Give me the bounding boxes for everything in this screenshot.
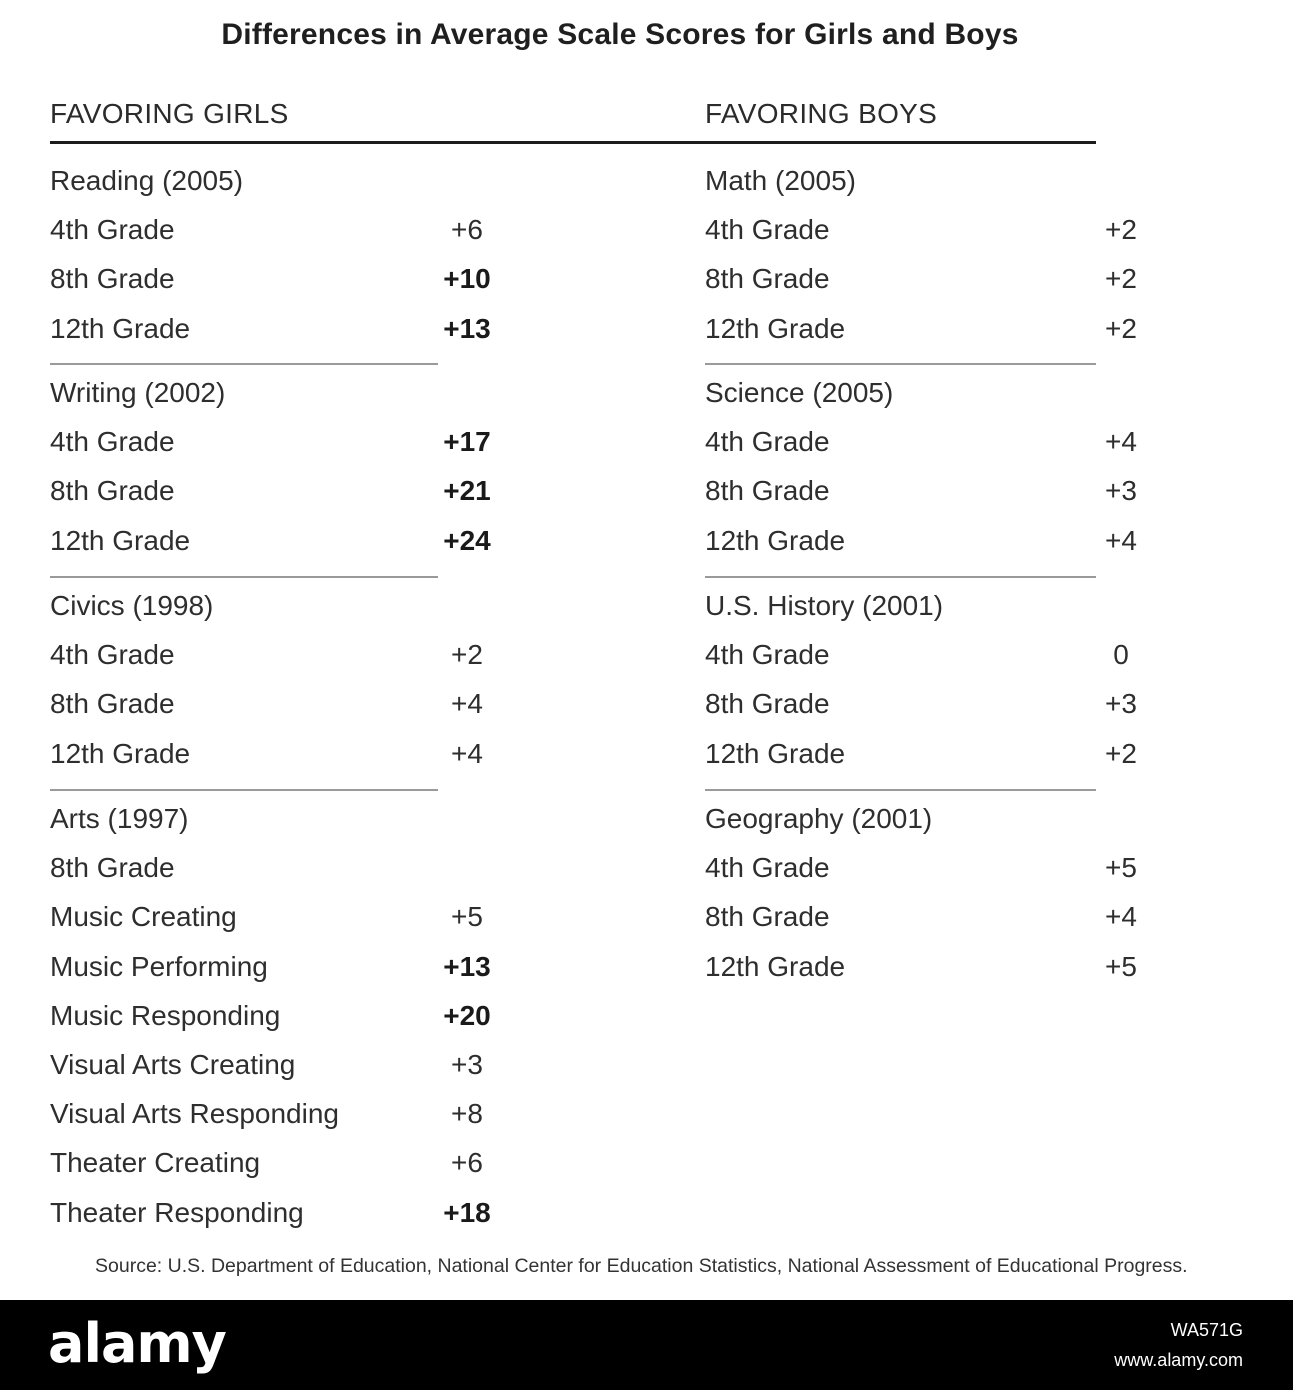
girls-row-label: 8th Grade: [50, 852, 175, 884]
girls-section-title: Reading (2005): [50, 165, 244, 196]
boys-row-value: 0: [1113, 639, 1129, 671]
boys-row-value: +5: [1105, 950, 1137, 982]
girls-section-title: Civics (1998): [50, 590, 214, 621]
favoring-girls-heading: FAVORING GIRLS: [50, 98, 289, 129]
boys-row-value: +2: [1105, 263, 1137, 295]
girls-row-value: +13: [443, 950, 491, 982]
image-id: WA571G: [1170, 1320, 1243, 1340]
girls-row-label: Visual Arts Responding: [50, 1098, 339, 1130]
watermark-footer: [0, 1300, 1293, 1390]
girls-section-title: Arts (1997): [50, 803, 189, 834]
girls-row-value: +8: [451, 1098, 483, 1130]
girls-row-value: +20: [443, 999, 491, 1031]
boys-row-value: +3: [1105, 475, 1137, 507]
girls-row-label: Theater Responding: [50, 1196, 304, 1228]
boys-row-value: +4: [1105, 524, 1137, 556]
boys-row-label: 12th Grade: [705, 737, 846, 769]
girls-row-label: Music Creating: [50, 901, 237, 933]
girls-row-label: Theater Creating: [50, 1147, 261, 1179]
boys-section-title: Math (2005): [705, 165, 856, 196]
girls-row-value: +4: [451, 737, 483, 769]
section-divider: [705, 789, 1096, 791]
girls-row-value: +21: [443, 475, 491, 507]
girls-row-value: +5: [451, 901, 483, 933]
girls-row-label: Music Responding: [50, 999, 281, 1031]
girls-row-label: 12th Grade: [50, 524, 191, 556]
girls-row-label: 4th Grade: [50, 214, 175, 246]
girls-row-value: +6: [451, 214, 483, 246]
girls-row-value: +18: [443, 1196, 491, 1228]
boys-row-label: 4th Grade: [705, 852, 830, 884]
boys-row-label: 12th Grade: [705, 312, 846, 344]
boys-section-title: Science (2005): [705, 377, 894, 408]
source-note: Source: U.S. Department of Education, National Center for Education Statistics, National Assessment of Educational Progress.: [95, 1255, 1188, 1277]
site-url: www.alamy.com: [1114, 1350, 1243, 1370]
page-title: Differences in Average Scale Scores for Girls and Boys: [221, 18, 1019, 51]
girls-row-label: 8th Grade: [50, 688, 175, 720]
girls-row-label: 4th Grade: [50, 426, 175, 458]
section-divider: [50, 363, 438, 365]
girls-row-value: +10: [443, 263, 491, 295]
boys-row-label: 4th Grade: [705, 426, 830, 458]
boys-row-label: 8th Grade: [705, 263, 830, 295]
boys-row-value: +4: [1105, 426, 1137, 458]
section-divider: [50, 576, 438, 578]
girls-row-value: +13: [443, 312, 491, 344]
girls-row-label: 8th Grade: [50, 475, 175, 507]
girls-row-label: 4th Grade: [50, 639, 175, 671]
girls-row-value: +2: [451, 639, 483, 671]
girls-row-value: +4: [451, 688, 483, 720]
boys-row-value: +2: [1105, 214, 1137, 246]
girls-row-label: Music Performing: [50, 950, 268, 982]
girls-row-value: +6: [451, 1147, 483, 1179]
boys-row-label: 8th Grade: [705, 901, 830, 933]
section-divider: [705, 363, 1096, 365]
girls-row-label: 8th Grade: [50, 263, 175, 295]
section-divider: [705, 576, 1096, 578]
girls-row-label: Visual Arts Creating: [50, 1049, 296, 1080]
boys-section-title: U.S. History (2001): [705, 590, 944, 621]
favoring-boys-heading: FAVORING BOYS: [705, 98, 938, 129]
girls-row-value: +3: [451, 1049, 483, 1080]
girls-row-value: +24: [443, 524, 491, 556]
boys-row-label: 12th Grade: [705, 524, 846, 556]
boys-row-label: 4th Grade: [705, 639, 830, 671]
girls-row-value: +17: [443, 426, 491, 458]
girls-section-title: Writing (2002): [50, 377, 226, 408]
boys-row-label: 12th Grade: [705, 950, 846, 982]
boys-section-title: Geography (2001): [705, 803, 933, 834]
alamy-logo: alamy: [48, 1312, 226, 1375]
boys-row-value: +4: [1105, 901, 1137, 933]
boys-row-label: 8th Grade: [705, 475, 830, 507]
boys-row-value: +2: [1105, 312, 1137, 344]
girls-row-label: 12th Grade: [50, 312, 191, 344]
girls-row-label: 12th Grade: [50, 737, 191, 769]
boys-row-value: +5: [1105, 852, 1137, 884]
boys-row-label: 8th Grade: [705, 688, 830, 720]
boys-row-value: +2: [1105, 737, 1137, 769]
section-divider: [50, 789, 438, 791]
boys-row-value: +3: [1105, 688, 1137, 720]
boys-row-label: 4th Grade: [705, 214, 830, 246]
header-rule: [50, 141, 1096, 144]
